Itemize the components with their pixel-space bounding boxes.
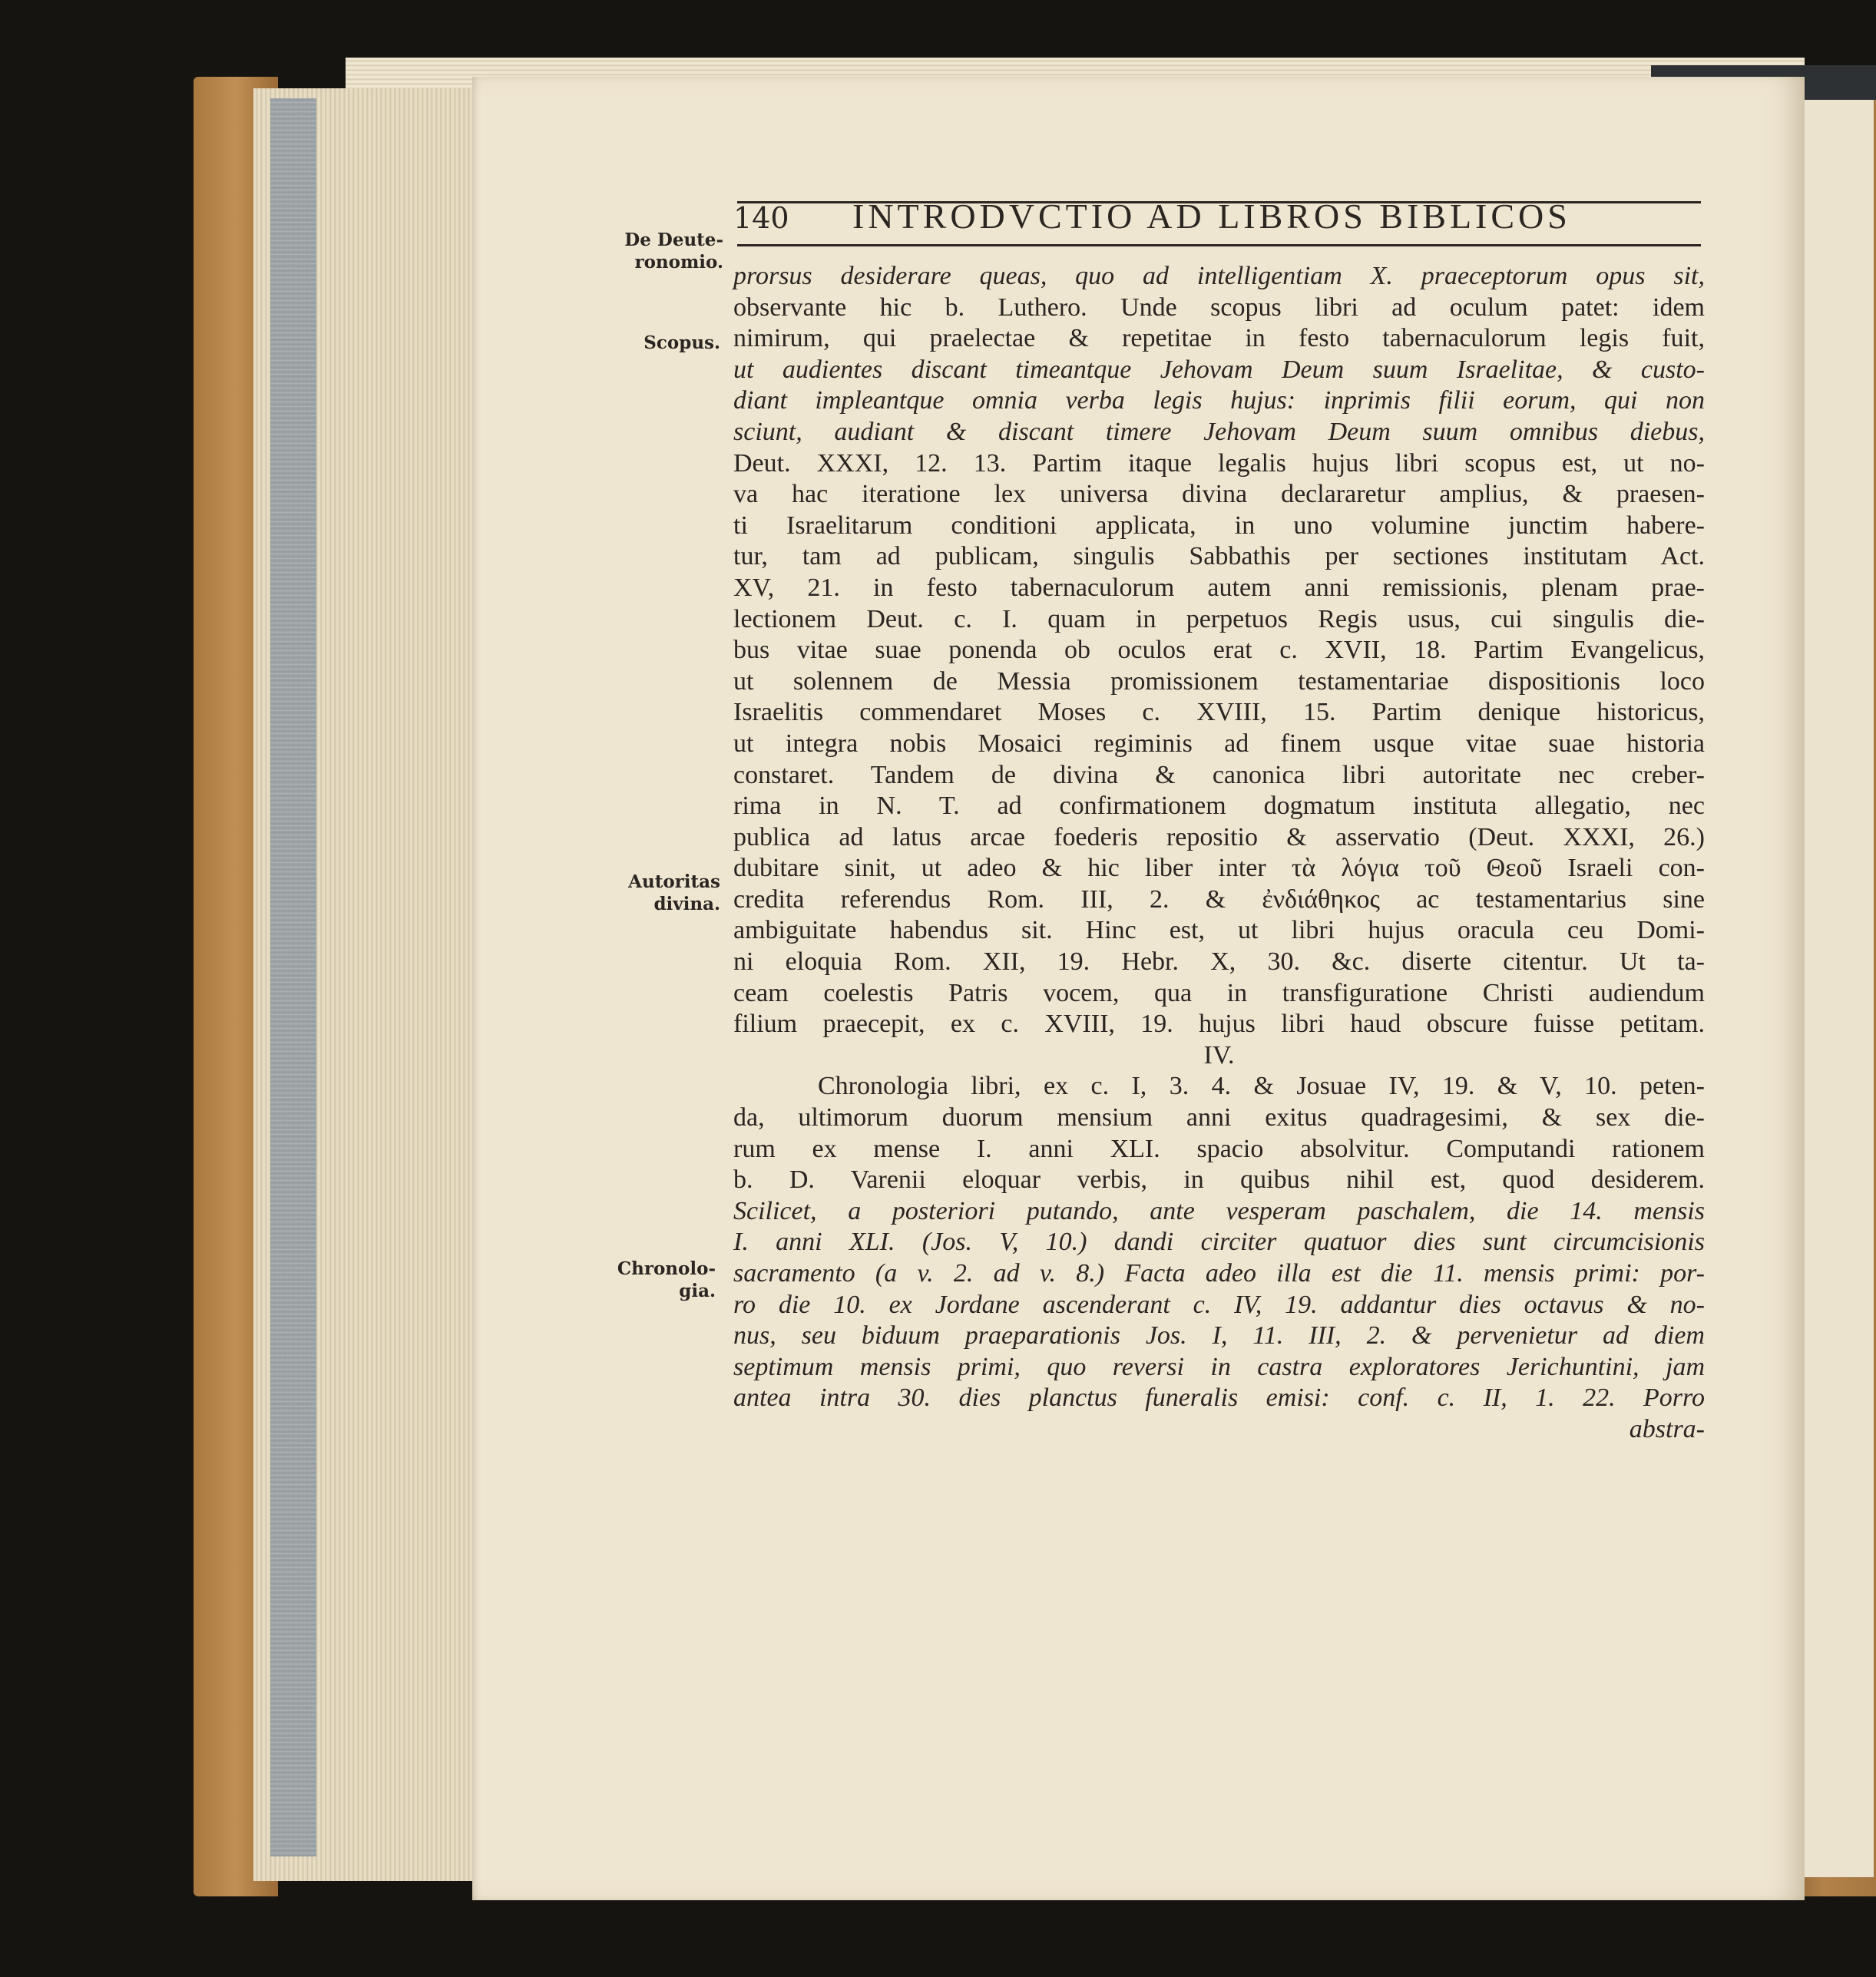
text-line: ut integra nobis Mosaici regiminis ad finem usque vitae suae historia xyxy=(733,729,1705,758)
sprinkled-page-edge xyxy=(270,98,316,1856)
text-line: filium praecepit, ex c. XVIII, 19. hujus libri haud obscure fuisse petitam. xyxy=(733,1010,1705,1039)
text-line: b. D. Varenii eloquar verbis, in quibus nihil est, quod desiderem. xyxy=(733,1165,1705,1195)
text-line: prorsus desiderare queas, quo ad intelligentiam X. praeceptorum opus sit, xyxy=(733,262,1705,290)
text-line: Scilicet, a posteriori putando, ante vesperam paschalem, die 14. mensis xyxy=(733,1196,1705,1225)
catchword: abstra- xyxy=(1629,1414,1705,1443)
text-line: Chronologia libri, ex c. I, 3. 4. & Josuae IV, 19. & V, 10. peten- xyxy=(818,1072,1705,1101)
margin-note-line: divina. xyxy=(653,894,720,914)
text-line: Israelitis commendaret Moses c. XVIII, 15. Partim denique historicus, xyxy=(733,698,1705,727)
text-line: ambiguitate habendus sit. Hinc est, ut libri hujus oracula ceu Domi- xyxy=(733,916,1705,945)
text-line: ut audientes discant timeantque Jehovam Deum suum Israelitae, & custo- xyxy=(733,355,1705,384)
text-line: ro die 10. ex Jordane ascenderant c. IV, 19. addantur dies octavus & no- xyxy=(733,1290,1705,1319)
facing-page-strip xyxy=(1805,96,1874,1877)
text-line: dubitare sinit, ut adeo & hic liber inter τὰ λόγια τοῦ Θεοῦ Israeli con- xyxy=(733,854,1705,883)
text-line: ut solennem de Messia promissionem testamentariae dispositionis loco xyxy=(733,666,1705,696)
margin-note-deuteronomio xyxy=(584,229,723,273)
text-line: Deut. XXXI, 12. 13. Partim itaque legalis hujus libri scopus est, ut no- xyxy=(733,448,1705,478)
text-line: sciunt, audiant & discant timere Jehovam Deum suum omnibus diebus, xyxy=(733,417,1705,446)
running-title: INTRODVCTIO AD LIBROS BIBLICOS xyxy=(852,197,1571,236)
text-line: ceam coelestis Patris vocem, qua in transfiguratione Christi audiendum xyxy=(733,978,1705,1007)
margin-note-autoritas xyxy=(584,871,720,915)
text-line: va hac iteratione lex universa divina declararetur amplius, & praesen- xyxy=(733,480,1705,509)
text-line: observante hic b. Luthero. Unde scopus libri ad oculum patet: idem xyxy=(733,293,1705,322)
text-line: antea intra 30. dies planctus funeralis emisi: conf. c. II, 1. 22. Porro xyxy=(733,1384,1705,1413)
head-rule-bottom xyxy=(737,244,1701,246)
margin-note-line: gia. xyxy=(679,1281,716,1301)
margin-note-line: De Deute- xyxy=(624,230,723,250)
text-line: ti Israelitarum conditioni applicata, in uno volumine junctim habere- xyxy=(733,511,1705,540)
text-line: rima in N. T. ad confirmationem dogmatum instituta allegatio, nec xyxy=(733,792,1705,821)
text-line: septimum mensis primi, quo reversi in castra exploratores Jerichuntini, jam xyxy=(733,1352,1705,1381)
text-line: sacramento (a v. 2. ad v. 8.) Facta adeo illa est die 11. mensis primi: por- xyxy=(733,1259,1705,1288)
text-line: da, ultimorum duorum mensium anni exitus quadragesimi, & sex die- xyxy=(733,1103,1705,1132)
margin-note-scopus xyxy=(584,332,720,354)
section-number: IV. xyxy=(1203,1040,1235,1069)
text-line: credita referendus Rom. III, 2. & ἐνδιάθηκος ac testamentarius sine xyxy=(733,884,1705,914)
text-line: I. anni XLI. (Jos. V, 10.) dandi circiter quatuor dies sunt circumcisionis xyxy=(733,1228,1705,1257)
text-line: lectionem Deut. c. I. quam in perpetuos Regis usus, cui singulis die- xyxy=(733,604,1705,633)
margin-note-line: Chronolo- xyxy=(617,1258,716,1279)
text-line: diant impleantque omnia verba legis hujus: inprimis filii eorum, qui non xyxy=(733,386,1705,415)
margin-note-chronologia xyxy=(584,1258,716,1302)
text-line: publica ad latus arcae foederis repositio & asservatio (Deut. XXXI, 26.) xyxy=(733,822,1705,851)
text-line: nus, seu biduum praeparationis Jos. I, 11. III, 2. & pervenietur ad diem xyxy=(733,1321,1705,1351)
text-line: nimirum, qui praelectae & repetitae in festo tabernaculorum legis fuit, xyxy=(733,324,1705,353)
text-line: bus vitae suae ponenda ob oculos erat c. XVII, 18. Partim Evangelicus, xyxy=(733,636,1705,665)
body-text xyxy=(733,261,1705,1446)
margin-note-line: Scopus. xyxy=(644,332,720,353)
text-line: tur, tam ad publicam, singulis Sabbathis per sectiones institutam Act. xyxy=(733,542,1705,571)
text-line: XV, 21. in festo tabernaculorum autem anni remissionis, plenam prae- xyxy=(733,573,1705,602)
margin-note-line: ronomio. xyxy=(634,252,723,273)
text-line: constaret. Tandem de divina & canonica libri autoritate nec creber- xyxy=(733,760,1705,789)
page-number: 140 xyxy=(733,201,789,235)
margin-note-line: Autoritas xyxy=(628,871,720,892)
text-line: rum ex mense I. anni XLI. spacio absolvitur. Computandi rationem xyxy=(733,1134,1705,1163)
text-line: ni eloquia Rom. XII, 19. Hebr. X, 30. &c. diserte citentur. Ut ta- xyxy=(733,947,1705,977)
